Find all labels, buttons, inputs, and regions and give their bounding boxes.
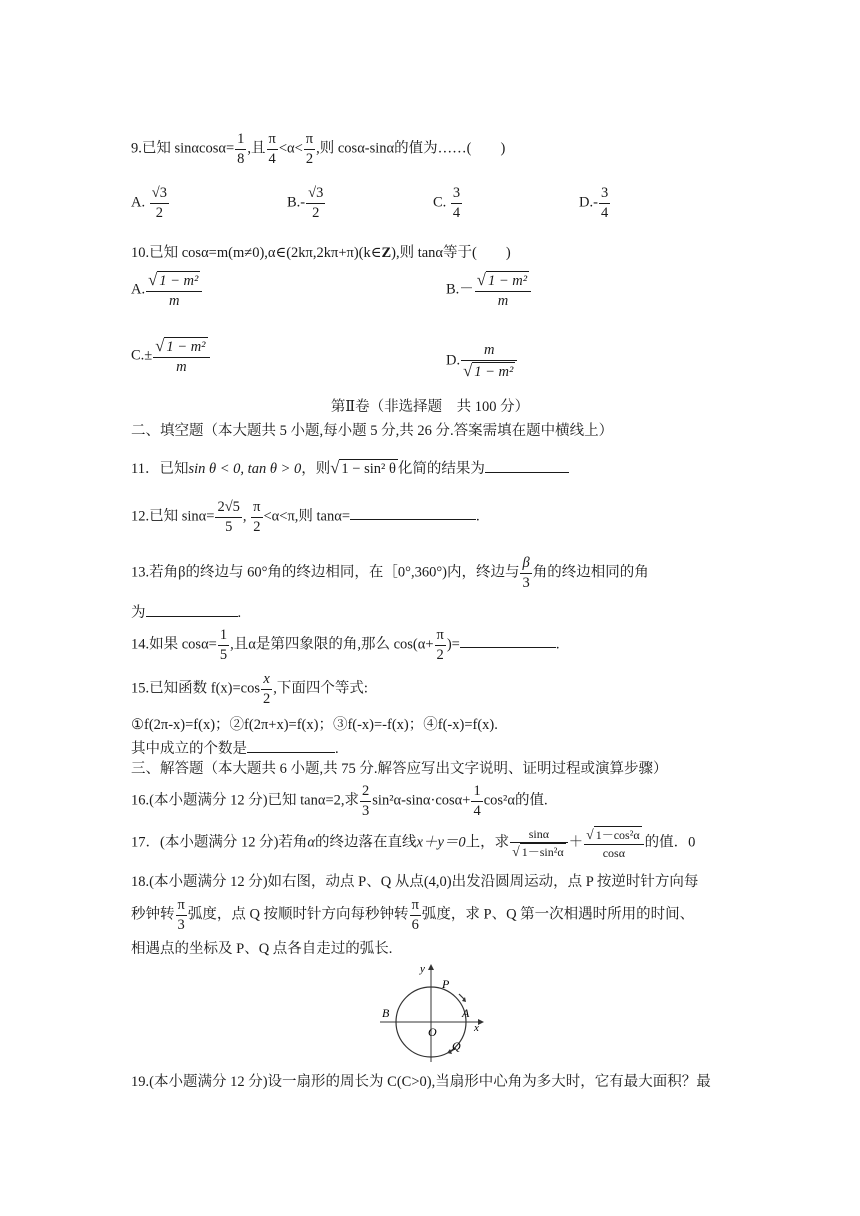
answer-blank[interactable] [146,602,238,617]
fraction: $\frac{2√5}{5}$ [217,499,240,535]
sqrt: √ 1－cos²α [586,827,640,842]
fraction: $\frac{3}{4}$ [452,185,461,221]
label-b: B [382,1006,390,1020]
question-18-line-2: 秒钟转 $\frac{\pi}{3}$ 弧度，点 Q 按顺时针方向每秒钟转 $\frac{\pi}{6}$ 弧度，求 P、Q 第一次相遇时所用的时间、 [131,897,695,933]
question-19: 19.(本小题满分 12 分)设一扇形的周长为 C(C>0),当扇形中心角为多大时，它有最大面积？最 [131,1074,711,1090]
question-16: 16.(本小题满分 12 分)已知 tanα=2,求 $\frac{2}{3}$ sin²α-sinα·cosα+ $\frac{1}{4}$ cos²α的值. [131,783,548,819]
question-17: 17．(本小题满分 12 分)若角α的终边落在直线x＋y＝0上，求 $\frac{\sin\alpha}{\text{√ 1－sin²α}}$ ＋ $\frac{\text{√ 1－cos²α}}{\cos\alpha}$ 的值．0 [131,827,696,860]
answer-blank[interactable] [247,738,335,753]
question-14: 14.如果 cosα= $\frac{1}{5}$ ,且α是第四象限的角,那么 cos(α+ $\frac{\pi}{2}$ )= . [131,627,560,663]
sqrt: √ 1－sin²α [512,844,564,859]
question-11: 11．已知sin θ < 0, tan θ > 0，则√ 1 − sin² θ 化简的结果为 [131,458,569,477]
answer-blank[interactable] [485,458,569,473]
fraction: $\frac{3}{4}$ [600,185,609,221]
fraction: $\frac{\text{√ 1 − m²}}{m}$ [475,272,531,308]
fraction: $\frac{\beta}{3}$ [522,555,530,591]
question-15: 15.已知函数 f(x)=cos $\frac{x}{2}$ ,下面四个等式: [131,671,368,707]
label-y: y [420,963,425,975]
sqrt: √ 1 − m² [463,360,514,380]
sqrt: √ 1 − sin² θ [330,458,396,477]
question-18-line-1: 18.(本小题满分 12 分)如右图，动点 P、Q 从点(4,0)出发沿圆周运动，点 P 按逆时针方向每 [131,874,699,890]
fraction: $\frac{1}{5}$ [219,627,228,663]
question-9: 9.已知 sinαcosα= $\frac{1}{8}$ ,且 $\frac{\pi}{4}$ <α< $\frac{\pi}{2}$ ,则 cosα-sinα的值为……( ) [131,131,506,167]
x-axis-arrow [478,1019,484,1025]
q10-option-b: B.－ $\frac{\text{√ 1 − m²}}{m}$ [446,272,532,308]
fraction: $\frac{\pi}{3}$ [177,897,185,933]
p-arrow [459,994,464,999]
question-10: 10.已知 cosα=m(m≠0),α∈(2kπ,2kπ+π)(k∈Z),则 tanα等于( ) [131,245,511,261]
section-2-title: 第Ⅱ卷（非选择题 共 100 分） [330,399,530,415]
fraction: $\frac{2}{3}$ [362,783,370,819]
fraction: $\frac{1}{8}$ [237,131,245,167]
fraction: $\frac{\pi}{2}$ [305,131,314,167]
q9-option-c: C. $\frac{3}{4}$ [433,185,461,221]
q10-option-c: C.± $\frac{\text{√ 1 − m²}}{m}$ [131,338,211,374]
sqrt: √ 1 − m² [148,270,199,289]
question-18-line-3: 相遇点的坐标及 P、Q 点各自走过的弧长. [131,941,393,957]
q9-option-a: A. $\frac{√3}{2}$ [131,185,167,221]
fraction: $\frac{\pi}{2}$ [436,627,444,663]
q10-option-a: A. $\frac{\text{√ 1 − m²}}{m}$ [131,272,203,308]
fraction: $\frac{\pi}{4}$ [268,131,276,167]
fraction: $\frac{x}{2}$ [263,671,271,707]
fraction: $\frac{\pi}{2}$ [253,499,261,535]
label-x: x [474,1022,479,1034]
label-a: A [462,1006,470,1020]
fraction: $\frac{1}{4}$ [473,783,481,819]
answer-blank[interactable] [460,633,556,648]
fraction: $\frac{\text{√ 1－cos²α}}{\cos\alpha}$ [584,828,643,859]
fraction: $\frac{√3}{2}$ [151,185,167,221]
q10-option-d: D. $\frac{m}{\text{√ 1 − m²}}$ [446,343,518,379]
sqrt: √ 1 − m² [155,336,206,355]
fraction: $\frac{\text{√ 1 − m²}}{m}$ [153,338,209,374]
y-axis-arrow [428,964,434,970]
label-o: O [428,1025,437,1039]
question-15-equations: ①f(2π-x)=f(x)；②f(2π+x)=f(x)；③f(-x)=-f(x)；④f(-x)=f(x). [131,717,498,733]
circle-figure [374,962,490,1062]
question-13-line-2: 为 . [131,602,241,621]
q9-option-b: B.- $\frac{√3}{2}$ [287,185,324,221]
fill-in-header: 二、填空题（本大题共 5 小题,每小题 5 分,共 26 分.答案需填在题中横线上） [131,423,614,439]
q9-option-d: D.- $\frac{3}{4}$ [579,185,609,221]
fraction: $\frac{\pi}{6}$ [411,897,419,933]
sqrt: √ 1 − m² [476,270,528,289]
question-12: 12.已知 sinα= $\frac{2√5}{5}$ , $\frac{\pi}{2}$ <α<π,则 tanα= . [131,499,480,535]
solve-header: 三、解答题（本大题共 6 小题,共 75 分.解答应写出文字说明、证明过程或演算步骤） [131,761,668,777]
fraction: $\frac{\text{√ 1 − m²}}{m}$ [146,272,202,308]
fraction: $\frac{\sin\alpha}{\text{√ 1－sin²α}}$ [510,828,567,859]
label-p: P [442,977,450,991]
fraction: $\frac{m}{\text{√ 1 − m²}}$ [461,343,517,379]
fraction: $\frac{√3}{2}$ [308,185,324,221]
label-q: Q [452,1039,461,1053]
question-15-count: 其中成立的个数是 . [131,738,339,757]
answer-blank[interactable] [350,505,476,520]
question-13-line-1: 13.若角β的终边与 60°角的终边相同，在［0°,360°)内，终边与 $\frac{\beta}{3}$ 角的终边相同的角 [131,555,649,591]
